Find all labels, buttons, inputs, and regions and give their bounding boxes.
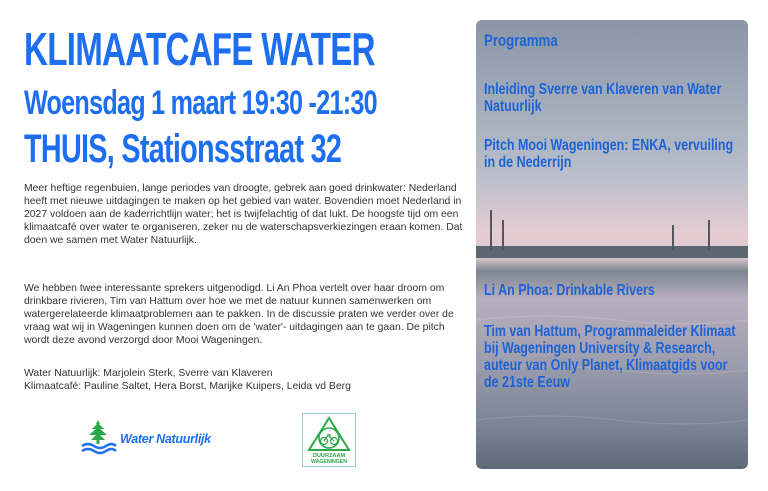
tree-water-icon xyxy=(78,420,118,456)
water-natuurlijk-logo xyxy=(78,420,238,456)
duurzaam-wageningen-logo xyxy=(302,413,356,467)
speakers-paragraph: We hebben twee interessante sprekers uitgenodigd. Li An Phoa vertelt over haar droom om drinkbare rivieren, Tim van Hattum over hoe we met de natuur kunnen samenwerken om watergerelateerde klimaatproblemen aan te pakken. In de discussie praten we verder over de vraag wat wij in Wageningen kunnen doen om de 'water'- uitdagingen aan te gaan. De pitch wordt deze avond verzorgd door Mooi Wageningen. xyxy=(24,283,454,346)
intro-paragraph: Meer heftige regenbuien, lange periodes van droogte, gebrek aan goed drinkwater: Nederland heeft met nieuwe uitdagingen te maken op het gebied van water. Bovendien moet Nederland in 2027 voldoen aan de kaderrichtlijn water; het is twijfelachtig of dat lukt. De hoogste tijd om een klimaatcafé over water te organiseren, zeker nu de waterschapsverkiezingen eraan komen. Dat doen we samen met Water Natuurlijk. xyxy=(24,183,463,246)
bicycle-triangle-icon xyxy=(303,414,355,466)
event-title: KLIMAATCAFE WATER xyxy=(24,23,375,75)
programma-title: Programma xyxy=(484,31,558,50)
water-natuurlijk-label: Water Natuurlijk xyxy=(120,432,211,446)
duurzaam-line1: DUURZAAM xyxy=(312,453,346,459)
programma-item-4: Tim van Hattum, Programmaleider Klimaat bij Wageningen University & Research, auteur van Only Planet, Klimaatgids voor de 21ste Eeuw xyxy=(484,323,736,391)
organizers-cafe: Klimaatcafé: Pauline Saltet, Hera Borst, Marijke Kuipers, Leida vd Berg xyxy=(24,381,351,392)
programma-item-3: Li An Phoa: Drinkable Rivers xyxy=(484,282,655,299)
event-location: THUIS, Stationsstraat 32 xyxy=(24,127,342,171)
duurzaam-line2: WAGENINGEN xyxy=(310,459,348,465)
programma-item-2: Pitch Mooi Wageningen: ENKA, vervuiling in de Nederrijn xyxy=(484,137,734,171)
programma-panel xyxy=(476,20,748,469)
event-datetime: Woensdag 1 maart 19:30 -21:30 xyxy=(24,84,377,122)
organizers-water: Water Natuurlijk: Marjolein Sterk, Sverre van Klaveren xyxy=(24,368,273,379)
organizers-block xyxy=(24,367,464,393)
programma-item-1: Inleiding Sverre van Klaveren van Water Natuurlijk xyxy=(484,81,722,115)
